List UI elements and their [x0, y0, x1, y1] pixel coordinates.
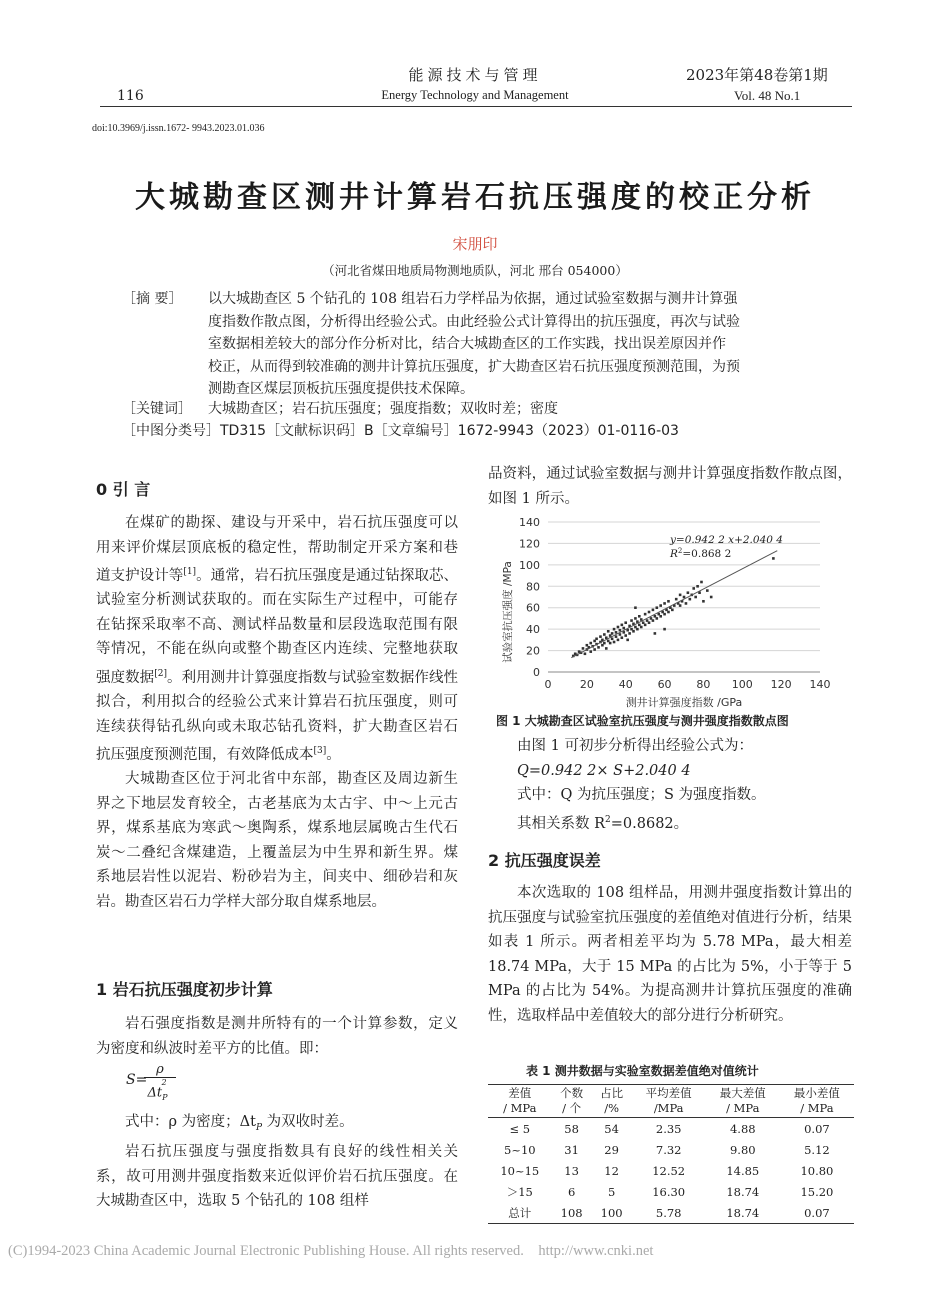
data-point — [638, 615, 641, 618]
th-unit: / MPa — [800, 1101, 834, 1115]
data-point — [679, 594, 682, 597]
citation-1[interactable]: [1] — [183, 567, 197, 577]
x-axis-label: 测井计算强度指数 /GPa — [625, 696, 743, 709]
section-0-heading: 0 引 言 — [96, 480, 151, 499]
data-point — [630, 619, 633, 622]
section-1-text-2 — [96, 1110, 458, 1214]
y-axis-label: 试验室抗压强度 /MPa — [502, 561, 514, 663]
abstract-line: 以大城勘查区 5 个钻孔的 108 组岩石力学样品为依据，通过试验室数据与测井计算强 — [208, 291, 738, 307]
keywords: 大城勘查区；岩石抗压强度；强度指数；双收时差；密度 — [208, 401, 558, 417]
data-point — [696, 585, 699, 588]
table-cell: 18.74 — [706, 1202, 780, 1224]
table-cell: 13 — [564, 1163, 579, 1178]
page-number: 116 — [117, 88, 144, 104]
table-header — [632, 1085, 706, 1118]
data-point — [644, 613, 647, 616]
chart-trendline — [571, 551, 777, 658]
data-point — [621, 636, 624, 639]
data-point — [634, 617, 637, 620]
right-text-3 — [488, 881, 852, 1028]
data-point — [679, 604, 682, 607]
data-point — [611, 637, 614, 640]
data-point — [584, 652, 587, 655]
abstract-line: 测勘查区煤层顶板抗压强度提供技术保障。 — [208, 381, 474, 397]
data-point — [689, 598, 692, 601]
intro-p2: 大城勘查区位于河北省中东部，勘查区及周边新生界之下地层发育较全，古老基底为太古宇、中～上元古界，煤系基底为寒武～奥陶系，煤系地层属晚古生代石炭～二叠纪含煤建造，上覆盖层为中生界和新生界。煤系地层岩性以泥岩、粉砂岩为主，间夹中、细砂岩和灰岩。勘查区岩石力学样大部分取自煤系地层。 — [96, 771, 458, 910]
sec1-p1: 岩石强度指数是测井所特有的一个计算参数，定义为密度和纵波时差平方的比值。即： — [96, 1016, 458, 1057]
x-tick-label: 80 — [696, 678, 711, 691]
abstract-text — [208, 288, 830, 401]
intro-p1c: 。利用测井计算强度指数与试验室数据作线性拟合，利用拟合的经验公式来计算岩石抗压强度，则可连续获得钻孔纵向或未取芯钻孔资料，扩大勘查区岩石抗压强度预测范围，有效降低成本 — [96, 669, 459, 763]
data-point — [613, 628, 616, 631]
th-unit: / MPa — [503, 1101, 537, 1115]
data-point — [700, 581, 703, 584]
data-point — [667, 611, 670, 614]
table-header-row — [488, 1085, 854, 1118]
x-tick-label: 120 — [770, 678, 792, 691]
table-cell: ＞15 — [506, 1184, 533, 1199]
issue-en: Vol. 48 No.1 — [734, 88, 801, 103]
copyright-watermark: (C)1994-2023 China Academic Journal Electronic Publishing House. All rights reserved. http://www.cnki.net — [8, 1243, 654, 1259]
x-tick-label: 140 — [809, 678, 831, 691]
doi: doi:10.3969/j.issn.1672- 9943.2023.01.036 — [92, 123, 265, 134]
citation-2[interactable]: [2] — [154, 668, 167, 679]
formula-den-sub: P — [162, 1092, 168, 1102]
sec1-p2-sub: P — [255, 1122, 262, 1133]
abstract-line: 室数据相差较大的部分作分析对比，结合大城勘查区的工作实践，找出误差原因并作 — [208, 336, 726, 352]
article-title: 大城勘查区测井计算岩石抗压强度的校正分析 — [135, 180, 815, 215]
data-point — [595, 637, 598, 640]
data-point — [656, 617, 659, 620]
table-cell: 9.80 — [729, 1142, 756, 1157]
table-cell: 29 — [604, 1142, 619, 1157]
data-point — [621, 624, 624, 627]
data-point — [654, 632, 657, 635]
th-line: 最小差值 — [793, 1086, 840, 1100]
intro-text — [96, 511, 458, 914]
y-tick-label: 20 — [526, 644, 540, 658]
x-tick-label: 100 — [731, 678, 753, 691]
x-tick-label: 0 — [544, 678, 552, 691]
table-header — [552, 1085, 592, 1118]
abstract-line: 度指数作散点图，分析得出经验公式。由此经验公式计算得出的抗压强度，再次与试验 — [208, 313, 740, 330]
formula-lhs: S= — [126, 1072, 148, 1088]
r2-value: =0.868 2 — [682, 548, 732, 560]
y-tick-label: 140 — [519, 516, 540, 529]
y-tick-label: 120 — [519, 537, 540, 551]
table-cell: 15.20 — [800, 1184, 834, 1199]
journal-name-en: Energy Technology and Management — [381, 88, 569, 102]
table-cell: 4.88 — [729, 1121, 756, 1136]
table-cell: 108 — [552, 1202, 592, 1224]
table-cell: 5~10 — [504, 1142, 536, 1157]
data-point — [628, 632, 631, 635]
formula-den-sup: 2 — [161, 1078, 167, 1087]
table-cell: 10.80 — [800, 1163, 834, 1178]
sec1-p2: 式中：ρ 为密度；Δt — [125, 1114, 256, 1130]
table-row — [488, 1181, 854, 1202]
table-row — [488, 1202, 854, 1224]
stats-table — [488, 1084, 854, 1224]
y-tick-label: 60 — [526, 601, 540, 615]
scatter-chart — [490, 512, 840, 710]
data-point — [617, 639, 620, 642]
r2-label — [669, 547, 731, 560]
data-point — [706, 589, 709, 592]
table-cell: 6 — [567, 1184, 576, 1199]
data-point — [710, 596, 713, 599]
data-point — [659, 604, 662, 607]
table-cell: 10~15 — [500, 1163, 540, 1178]
intro-p1a: 在煤矿的勘探、建设与开采中，岩石抗压强度可以用来评价煤层顶底板的稳定性，帮助制定开采方案和巷道支护设计等 — [96, 515, 458, 584]
data-point — [663, 602, 666, 605]
y-tick-label: 0 — [533, 666, 540, 679]
th-line: 占比 — [600, 1086, 624, 1100]
data-point — [626, 639, 629, 642]
table-cell: 5.78 — [632, 1202, 706, 1224]
formula-numerator: ρ — [144, 1062, 176, 1078]
x-tick-label: 40 — [618, 678, 633, 691]
data-point — [589, 642, 592, 645]
sec1-p3: 岩石抗压强度与强度指数具有良好的线性相关关系，故可用测井强度指数来近似评价岩石抗压强度。在大城勘查区中，选取 5 个钻孔的 108 组样 — [96, 1144, 458, 1210]
data-point — [772, 557, 775, 560]
equation: Q=0.942 2× S+2.040 4 — [517, 762, 691, 779]
data-point — [615, 635, 618, 638]
right-p3: 式中：Q 为抗压强度；S 为强度指数。 — [517, 787, 766, 803]
r2-r: R — [670, 548, 678, 560]
data-point — [615, 631, 618, 634]
data-point — [613, 641, 616, 644]
formula-denominator — [144, 1078, 176, 1102]
data-point — [593, 648, 596, 651]
section-1-heading: 1 岩石抗压强度初步计算 — [96, 980, 273, 999]
right-p4-sup: 2 — [605, 814, 611, 825]
table-row — [488, 1118, 854, 1140]
data-point — [692, 587, 695, 590]
right-p4a: 其相关系数 R — [517, 815, 606, 832]
header-rule — [100, 106, 852, 107]
intro-p1b: 。通常，岩石抗压强度是通过钻探取芯、试验室分析测试获取的。而在实际生产过程中，可能存在钻探采取率不高、测试样品数量和层段选取范围有限等情况，不能在纵向或整个勘查区内连续、完整地获取强度数据 — [96, 567, 458, 686]
classification: ［中图分类号］TD315［文献标识码］B［文章编号］1672-9943（2023）01-0116-03 — [122, 423, 679, 439]
data-point — [603, 633, 606, 636]
table-cell: 14.85 — [726, 1163, 760, 1178]
table-cell: 5.12 — [804, 1142, 830, 1157]
data-point — [636, 628, 639, 631]
data-point — [683, 596, 686, 599]
data-point — [648, 611, 651, 614]
data-point — [589, 650, 592, 653]
data-point — [644, 624, 647, 627]
th-line: 个数 — [560, 1086, 584, 1100]
right-p4b: =0.8682。 — [610, 815, 689, 832]
table-header — [780, 1085, 854, 1118]
citation-3[interactable]: [3] — [313, 746, 327, 757]
data-point — [605, 647, 608, 650]
table-header — [706, 1085, 780, 1118]
table-cell: 12.52 — [652, 1163, 686, 1178]
formula-den-text: Δt — [147, 1085, 163, 1101]
th-line: 差值 — [508, 1086, 532, 1100]
r2-sup: 2 — [677, 547, 683, 555]
keywords-label: ［关键词］ — [122, 401, 192, 417]
data-point — [663, 613, 666, 616]
data-point — [582, 647, 585, 650]
abstract-label: ［摘 要］ — [122, 291, 183, 307]
section-1-text — [96, 1012, 458, 1061]
right-p5: 本次选取的 108 组样品，用测井强度指数计算出的抗压强度与试验室抗压强度的差值绝对值进行分析，结果如表 1 所示。两者相差平均为 5.78 MPa，最大相差 18.74 MPa，大于 15 MPa 的占比为 5%，小于等于 5 MPa 的占比为 54%。为提高测井计算抗压强度的准确性，选取样品中差值较大的部分进行分析研究。 — [488, 885, 852, 1024]
data-point — [656, 606, 659, 609]
data-point — [667, 600, 670, 603]
th-unit: / MPa — [726, 1101, 760, 1115]
table-row — [488, 1139, 854, 1160]
table-cell: 5 — [607, 1184, 616, 1199]
table-row — [488, 1160, 854, 1181]
data-point — [685, 602, 688, 605]
author: 宋朋印 — [452, 235, 498, 253]
th-unit: /MPa — [653, 1101, 684, 1115]
section-2-heading: 2 抗压强度误差 — [488, 851, 601, 870]
data-point — [687, 591, 690, 594]
data-point — [624, 621, 627, 624]
x-tick-label: 60 — [657, 678, 672, 691]
table-cell: 16.30 — [652, 1184, 686, 1199]
data-point — [652, 609, 655, 612]
x-tick-label: 20 — [579, 678, 594, 691]
data-point — [702, 600, 705, 603]
data-point — [619, 633, 622, 636]
issue-cn: 2023年第48卷第1期 — [686, 66, 828, 84]
data-point — [624, 634, 627, 637]
data-point — [648, 621, 651, 624]
journal-name-cn: 能源技术与管理 — [408, 66, 542, 84]
data-point — [611, 632, 614, 635]
sec1-p2b: 为双收时差。 — [262, 1114, 354, 1130]
data-point — [694, 596, 697, 599]
table-cell: 2.35 — [655, 1121, 682, 1136]
table-caption: 表 1 测井数据与实验室数据差值绝对值统计 — [526, 1064, 759, 1078]
affiliation: （河北省煤田地质局物测地质队，河北 邢台 054000） — [322, 263, 628, 278]
table-header — [592, 1085, 632, 1118]
data-point — [599, 635, 602, 638]
trend-line — [571, 551, 777, 658]
right-text-1 — [488, 462, 852, 511]
y-tick-label: 100 — [519, 558, 540, 572]
table-header — [488, 1085, 552, 1118]
data-point — [597, 646, 600, 649]
equation-label: y=0.942 2 x+2.040 4 — [670, 534, 783, 546]
data-point — [607, 630, 610, 633]
data-point — [640, 626, 643, 629]
table-cell: 18.74 — [726, 1184, 760, 1199]
table-cell: 总计 — [488, 1202, 552, 1224]
data-point — [609, 642, 612, 645]
right-p2: 由图 1 可初步分析得出经验公式为： — [517, 738, 753, 754]
data-point — [632, 630, 635, 633]
chart-points — [572, 557, 775, 657]
data-point — [663, 628, 666, 631]
table-cell: 31 — [564, 1142, 579, 1157]
y-tick-label: 40 — [526, 623, 540, 637]
data-point — [659, 615, 662, 618]
table-cell: 0.07 — [780, 1202, 854, 1224]
table-cell: 54 — [604, 1121, 619, 1136]
table-cell: 7.32 — [655, 1142, 682, 1157]
data-point — [622, 627, 625, 630]
data-point — [619, 629, 622, 632]
table-cell: 58 — [564, 1121, 579, 1136]
data-point — [671, 609, 674, 612]
data-point — [617, 626, 620, 629]
y-tick-label: 80 — [526, 580, 540, 594]
data-point — [675, 598, 678, 601]
intro-p1d: 。 — [326, 746, 341, 763]
table-cell: ≤ 5 — [509, 1121, 531, 1136]
th-line: 平均差值 — [645, 1086, 692, 1100]
abstract-line: 校正，从而得到较准确的测井计算抗压强度，扩大勘查区岩石抗压强度预测范围，为预 — [208, 358, 740, 375]
data-point — [603, 642, 606, 645]
table-cell: 0.07 — [804, 1121, 830, 1136]
table-cell: 12 — [604, 1163, 619, 1178]
th-unit: / 个 — [562, 1101, 582, 1115]
data-point — [634, 606, 637, 609]
th-unit: /% — [604, 1101, 620, 1115]
right-p1: 品资料，通过试验室数据与测井计算强度指数作散点图，如图 1 所示。 — [488, 466, 852, 507]
figure-caption: 图 1 大城勘查区试验室抗压强度与测井强度指数散点图 — [496, 714, 789, 728]
table-cell: 100 — [592, 1202, 632, 1224]
right-text-2 — [488, 734, 852, 836]
data-point — [652, 619, 655, 622]
th-line: 最大差值 — [719, 1086, 766, 1100]
